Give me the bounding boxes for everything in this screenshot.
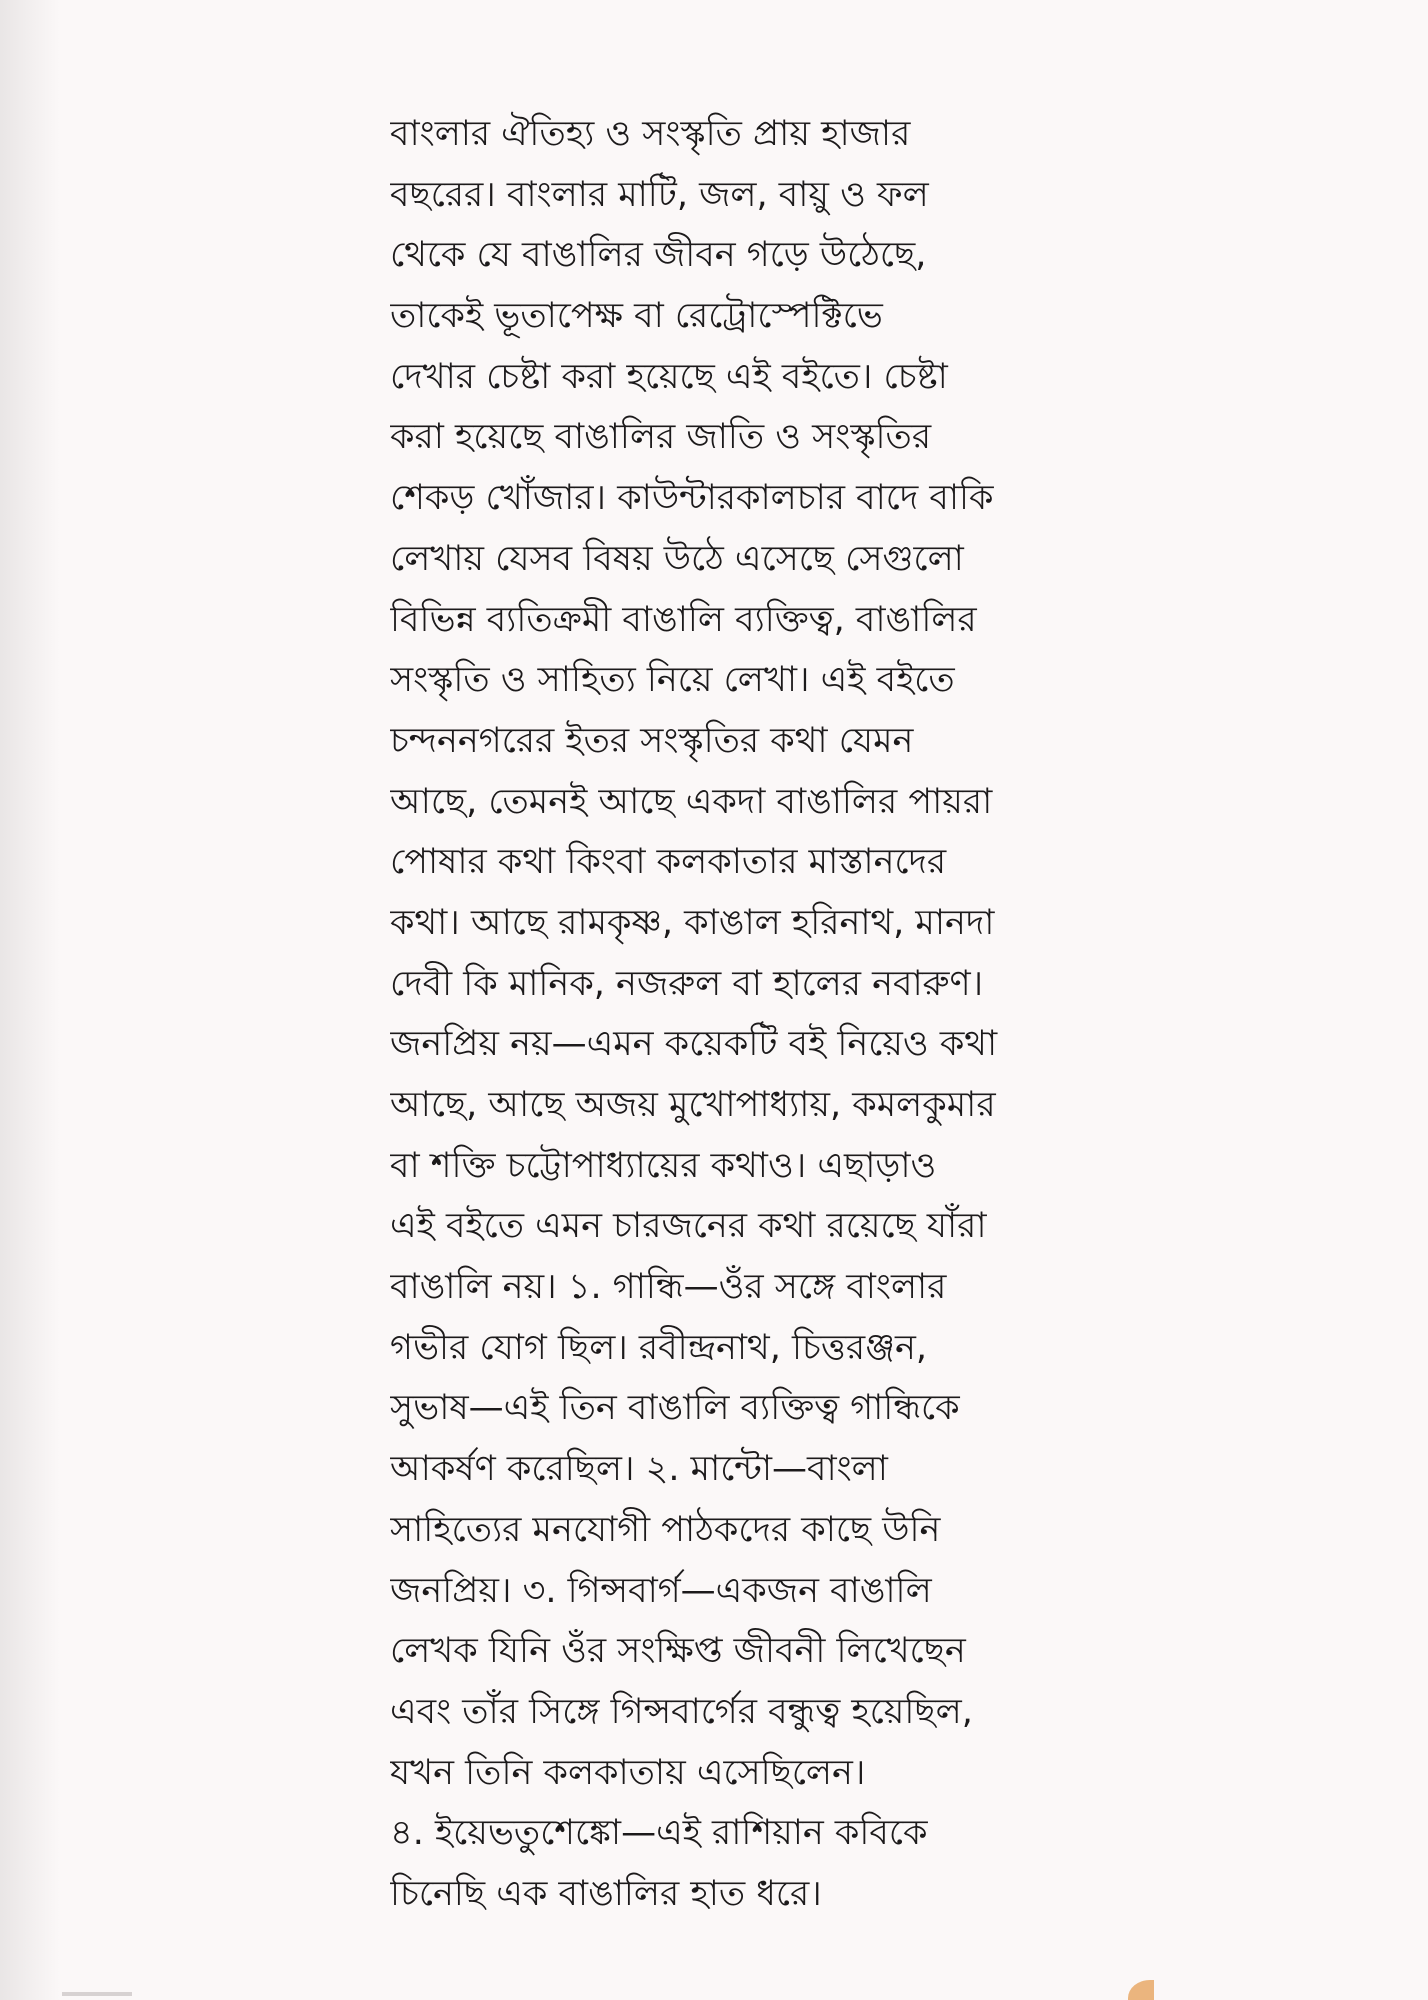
text-line: দেবী কি মানিক, নজরুল বা হালের নবারুণ।: [390, 963, 984, 1004]
text-line: বছরের। বাংলার মাটি, জল, বায়ু ও ফল: [390, 174, 929, 215]
text-line: পোষার কথা কিংবা কলকাতার মাস্তানদের: [390, 842, 947, 883]
text-line: এই বইতে এমন চারজনের কথা রয়েছে যাঁরা: [390, 1206, 987, 1247]
text-line: জনপ্রিয় নয়—এমন কয়েকটি বই নিয়েও কথা: [390, 1024, 998, 1065]
text-line: গভীর যোগ ছিল। রবীন্দ্রনাথ, চিত্তরঞ্জন,: [390, 1327, 928, 1368]
text-line: করা হয়েছে বাঙালির জাতি ও সংস্কৃতির: [390, 417, 932, 458]
text-line: আছে, তেমনই আছে একদা বাঙালির পায়রা: [390, 781, 993, 822]
text-line: দেখার চেষ্টা করা হয়েছে এই বইতে। চেষ্টা: [390, 356, 948, 397]
text-line: বা শক্তি চট্টোপাধ্যায়ের কথাও। এছাড়াও: [390, 1145, 937, 1186]
page-left-shadow: [0, 0, 60, 2000]
text-line: থেকে যে বাঙালির জীবন গড়ে উঠেছে,: [390, 235, 927, 276]
text-line: আছে, আছে অজয় মুখোপাধ্যায়, কমলকুমার: [390, 1085, 996, 1125]
text-line: শেকড় খোঁজার। কাউন্টারকালচার বাদে বাকি: [390, 478, 994, 519]
text-line: বাংলার ঐতিহ্য ও সংস্কৃতি প্রায় হাজার: [390, 114, 911, 154]
page-edge-mark: [62, 1992, 132, 1996]
text-line: সংস্কৃতি ও সাহিত্য নিয়ে লেখা। এই বইতে: [390, 660, 955, 701]
text-line: আকর্ষণ করেছিল। ২. মান্টো—বাংলা: [390, 1449, 888, 1490]
text-line: তাকেই ভূতাপেক্ষ বা রেট্রোস্পেক্টিভে: [390, 296, 883, 337]
text-line: সুভাষ—এই তিন বাঙালি ব্যক্তিত্ব গান্ধিকে: [390, 1388, 960, 1429]
text-line: লেখায় যেসব বিষয় উঠে এসেছে সেগুলো: [390, 538, 964, 579]
body-text: [390, 104, 1090, 1925]
text-line: সাহিত্যের মনযোগী পাঠকদের কাছে উনি: [390, 1509, 941, 1550]
text-line: লেখক যিনি ওঁর সংক্ষিপ্ত জীবনী লিখেছেন: [390, 1631, 966, 1672]
text-line: ৪. ইয়েভতুশেঙ্কো—এই রাশিয়ান কবিকে: [390, 1813, 928, 1854]
text-line: বিভিন্ন ব্যতিক্রমী বাঙালি ব্যক্তিত্ব, বাঙালির: [390, 599, 977, 640]
text-line: যখন তিনি কলকাতায় এসেছিলেন।: [390, 1752, 866, 1793]
text-line: জনপ্রিয়। ৩. গিন্সবার্গ—একজন বাঙালি: [390, 1570, 932, 1611]
text-line: এবং তাঁর সিঙ্গে গিন্সবার্গের বন্ধুত্ব হয়েছিল,: [390, 1691, 973, 1732]
text-line: কথা। আছে রামকৃষ্ণ, কাঙাল হরিনাথ, মানদা: [390, 902, 995, 943]
text-line: বাঙালি নয়। ১. গান্ধি—ওঁর সঙ্গে বাংলার: [390, 1267, 947, 1308]
corner-tab: [1128, 1980, 1154, 2000]
text-line: চন্দননগরের ইতর সংস্কৃতির কথা যেমন: [390, 720, 914, 761]
text-line: চিনেছি এক বাঙালির হাত ধরে।: [390, 1873, 822, 1914]
